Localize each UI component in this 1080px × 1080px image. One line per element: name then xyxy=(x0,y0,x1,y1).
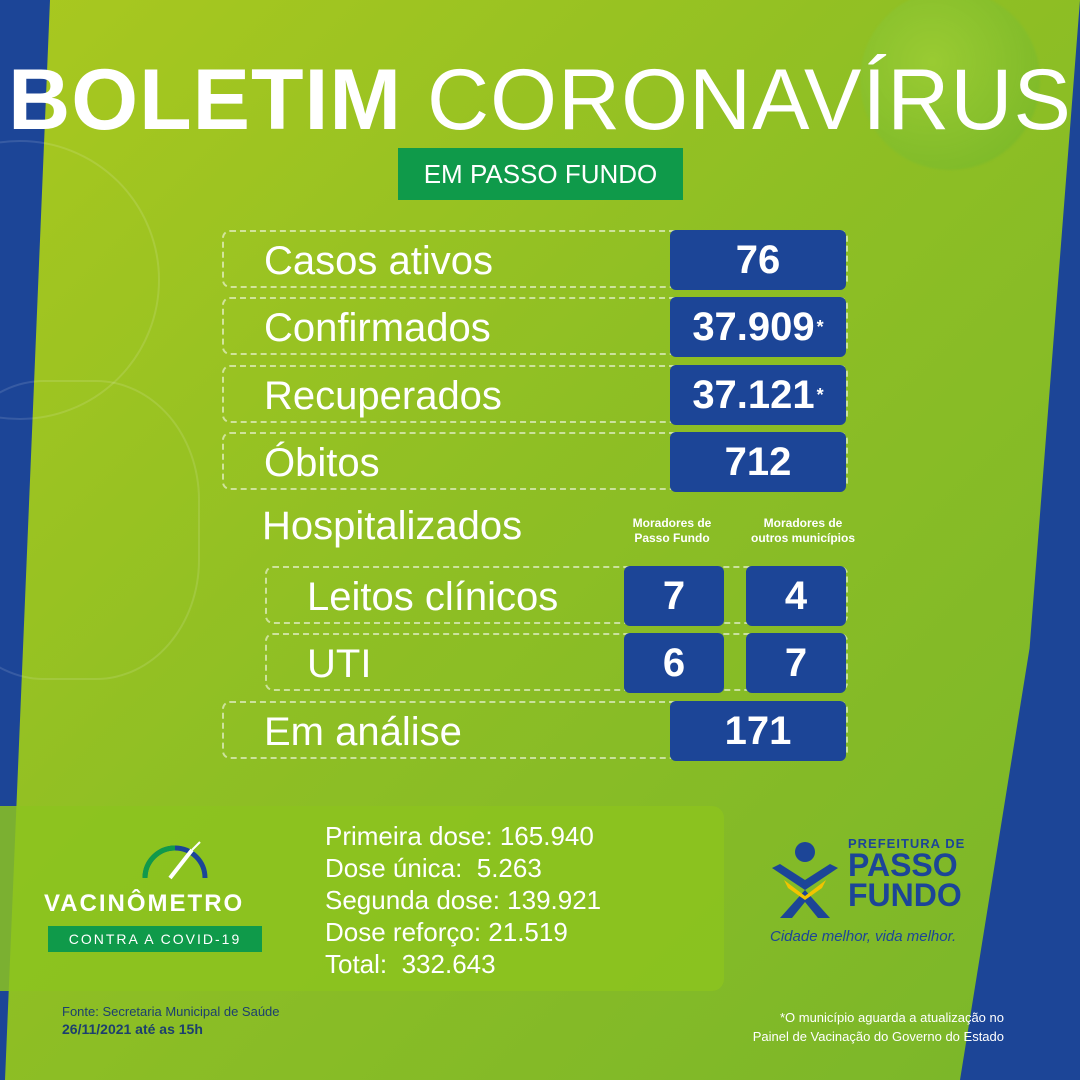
stat-row-confirmados xyxy=(222,297,848,355)
asterisk-mark: * xyxy=(816,316,824,337)
column-header-local xyxy=(620,516,724,546)
hosp-value: 4 xyxy=(784,573,808,618)
asterisk-mark: * xyxy=(816,384,824,405)
stat-label: Óbitos xyxy=(264,441,380,485)
dose-item: Total: 332.643 xyxy=(325,949,496,979)
hosp-value: 6 xyxy=(662,640,686,685)
column-header-line: outros municípios xyxy=(750,531,855,545)
logo-line: PASSO xyxy=(848,847,958,883)
logo-tagline: Cidade melhor, vida melhor. xyxy=(770,928,957,945)
stat-value: 37.121 xyxy=(692,372,815,417)
stat-value: 712 xyxy=(724,439,792,484)
stat-row-obitos xyxy=(222,432,848,490)
logo-small-text: PREFEITURA DE xyxy=(848,836,966,851)
hosp-row-leitos xyxy=(265,566,848,624)
hosp-label: Leitos clínicos xyxy=(307,575,559,619)
dose-item: Dose reforço: 21.519 xyxy=(325,917,568,947)
dose-list xyxy=(325,820,601,980)
column-header-line: Moradores de xyxy=(632,516,712,530)
stat-label: Confirmados xyxy=(264,306,491,350)
stat-value: 37.909 xyxy=(692,304,815,349)
title-bold: BOLETIM xyxy=(8,52,403,148)
stat-value-box xyxy=(670,297,846,357)
stat-value-box xyxy=(670,230,846,290)
hosp-value-outros xyxy=(746,566,846,626)
prefeitura-figure-icon xyxy=(770,840,840,920)
stat-value-box xyxy=(670,432,846,492)
date-text: 26/11/2021 até as 15h xyxy=(62,1021,203,1037)
hosp-value-local xyxy=(624,633,724,693)
column-header-line: Passo Fundo xyxy=(634,531,710,545)
vaccination-subtitle: CONTRA A COVID-19 xyxy=(48,926,262,952)
hosp-value-local xyxy=(624,566,724,626)
stat-value-box xyxy=(670,365,846,425)
stat-value-box xyxy=(670,701,846,761)
hospitalizados-label: Hospitalizados xyxy=(262,504,523,548)
stat-row-recuperados xyxy=(222,365,848,423)
stat-value: 171 xyxy=(724,708,792,753)
syringe-gauge-icon xyxy=(140,836,210,886)
column-header-outros xyxy=(736,516,870,546)
dose-item: Dose única: 5.263 xyxy=(325,853,542,883)
stat-label: Recuperados xyxy=(264,374,502,418)
prefeitura-logo xyxy=(770,836,990,946)
hosp-value: 7 xyxy=(784,640,808,685)
column-header-line: Moradores de xyxy=(763,516,843,530)
city-badge: EM PASSO FUNDO xyxy=(398,148,683,200)
vaccination-title: VACINÔMETRO xyxy=(44,890,245,917)
stat-label: Em análise xyxy=(264,710,462,754)
dose-item: Segunda dose: 139.921 xyxy=(325,885,602,915)
stat-row-em-analise xyxy=(222,701,848,759)
title-light: CORONAVÍRUS xyxy=(426,52,1072,148)
page-title xyxy=(0,50,1080,150)
decorative-circle xyxy=(0,380,200,680)
stat-value: 76 xyxy=(735,237,781,282)
stat-label: Casos ativos xyxy=(264,239,493,283)
hosp-row-uti xyxy=(265,633,848,691)
stat-row-casos-ativos xyxy=(222,230,848,288)
source-text: Fonte: Secretaria Municipal de Saúde xyxy=(62,1004,280,1019)
logo-main-text xyxy=(848,847,962,913)
footnote-line: Painel de Vacinação do Governo do Estado xyxy=(752,1029,1004,1044)
dose-item: Primeira dose: 165.940 xyxy=(325,821,594,851)
footnote xyxy=(753,1008,1004,1046)
hosp-value-outros xyxy=(746,633,846,693)
logo-line: FUNDO xyxy=(848,877,962,913)
hosp-value: 7 xyxy=(662,573,686,618)
decorative-circle xyxy=(0,140,160,420)
hosp-label: UTI xyxy=(307,642,372,686)
footnote-line: *O município aguarda a atualização no xyxy=(779,1010,1004,1025)
